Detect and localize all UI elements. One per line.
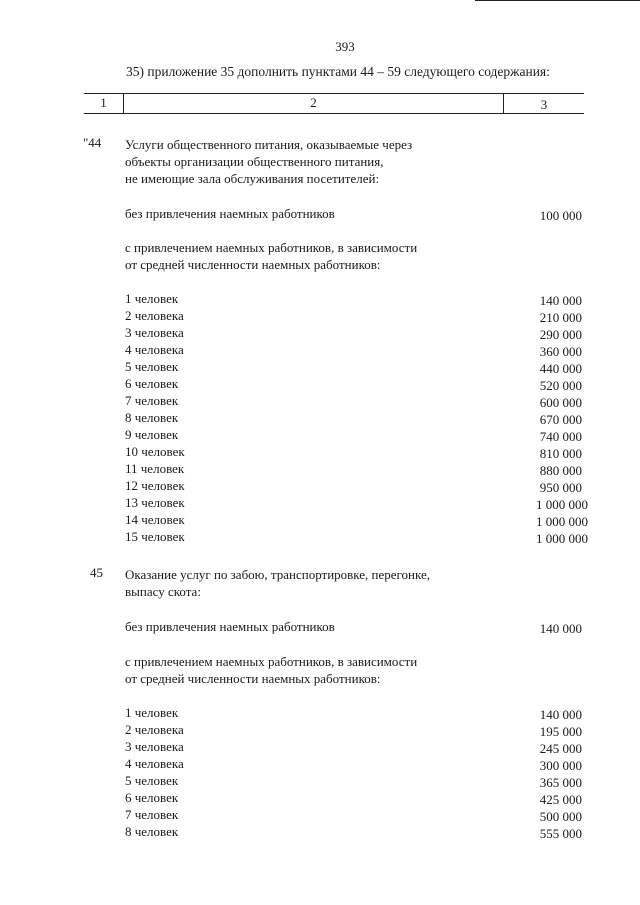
row-label: 6 человек xyxy=(125,790,179,805)
row-value: 555 000 xyxy=(539,826,582,841)
row-label: 14 человек xyxy=(125,512,185,527)
row-value: 880 000 xyxy=(539,463,582,478)
row-value: 210 000 xyxy=(539,310,582,325)
without-employees-label: без привлечения наемных работников xyxy=(125,619,335,634)
row-label: 5 человек xyxy=(125,773,179,788)
row-label: 4 человека xyxy=(125,342,184,357)
row-value: 425 000 xyxy=(539,792,582,807)
row-value: 290 000 xyxy=(539,327,582,342)
row-value: 140 000 xyxy=(539,293,582,308)
row-value: 365 000 xyxy=(539,775,582,790)
intro-text: 35) приложение 35 дополнить пунктами 44 – 59 следующего содержания: xyxy=(126,64,550,79)
row-value: 245 000 xyxy=(539,741,582,756)
row-value: 600 000 xyxy=(539,395,582,410)
with-employees-line: от средней численности наемных работников: xyxy=(125,257,381,272)
row-label: 3 человека xyxy=(125,739,184,754)
row-value: 1 000 000 xyxy=(536,531,588,546)
row-label: 7 человек xyxy=(125,807,179,822)
row-label: 3 человека xyxy=(125,325,184,340)
row-label: 1 человек xyxy=(125,291,179,306)
row-value: 500 000 xyxy=(539,809,582,824)
item-number: 45 xyxy=(90,565,103,580)
page-number: 393 xyxy=(335,39,355,54)
row-label: 6 человек xyxy=(125,376,179,391)
row-value: 1 000 000 xyxy=(536,497,588,512)
row-value: 360 000 xyxy=(539,344,582,359)
row-value: 740 000 xyxy=(539,429,582,444)
header-top-line xyxy=(84,93,584,94)
without-employees-value: 140 000 xyxy=(539,621,582,636)
header-bottom-line xyxy=(84,113,584,114)
row-value: 440 000 xyxy=(539,361,582,376)
row-value: 300 000 xyxy=(539,758,582,773)
row-value: 1 000 000 xyxy=(536,514,588,529)
row-label: 5 человек xyxy=(125,359,179,374)
row-label: 4 человека xyxy=(125,756,184,771)
row-label: 15 человек xyxy=(125,529,185,544)
row-value: 195 000 xyxy=(539,724,582,739)
row-label: 12 человек xyxy=(125,478,185,493)
row-value: 140 000 xyxy=(539,707,582,722)
row-label: 2 человека xyxy=(125,308,184,323)
row-value: 520 000 xyxy=(539,378,582,393)
row-value: 670 000 xyxy=(539,412,582,427)
header-col-2: 2 xyxy=(310,95,317,110)
row-label: 11 человек xyxy=(125,461,185,476)
row-label: 8 человек xyxy=(125,410,179,425)
header-col-1: 1 xyxy=(100,95,107,110)
top-rule xyxy=(475,0,640,1)
with-employees-line: от средней численности наемных работников: xyxy=(125,671,381,686)
row-label: 1 человек xyxy=(125,705,179,720)
without-employees-label: без привлечения наемных работников xyxy=(125,206,335,221)
item-title-line: Оказание услуг по забою, транспортировке, перегонке, xyxy=(125,567,431,582)
row-label: 10 человек xyxy=(125,444,185,459)
item-title-line: выпасу скота: xyxy=(125,584,201,599)
with-employees-line: с привлечением наемных работников, в зависимости xyxy=(125,654,418,669)
row-value: 950 000 xyxy=(539,480,582,495)
item-number: "44 xyxy=(83,135,102,150)
item-title-line: не имеющие зала обслуживания посетителей: xyxy=(125,171,380,186)
item-title-line: объекты организации общественного питания, xyxy=(125,154,384,169)
item-title-line: Услуги общественного питания, оказываемые через xyxy=(125,137,413,152)
with-employees-line: с привлечением наемных работников, в зависимости xyxy=(125,240,418,255)
header-col-3: 3 xyxy=(540,97,548,112)
row-label: 7 человек xyxy=(125,393,179,408)
row-label: 9 человек xyxy=(125,427,179,442)
row-label: 2 человека xyxy=(125,722,184,737)
row-label: 13 человек xyxy=(125,495,185,510)
row-value: 810 000 xyxy=(539,446,582,461)
row-label: 8 человек xyxy=(125,824,179,839)
without-employees-value: 100 000 xyxy=(539,208,582,223)
